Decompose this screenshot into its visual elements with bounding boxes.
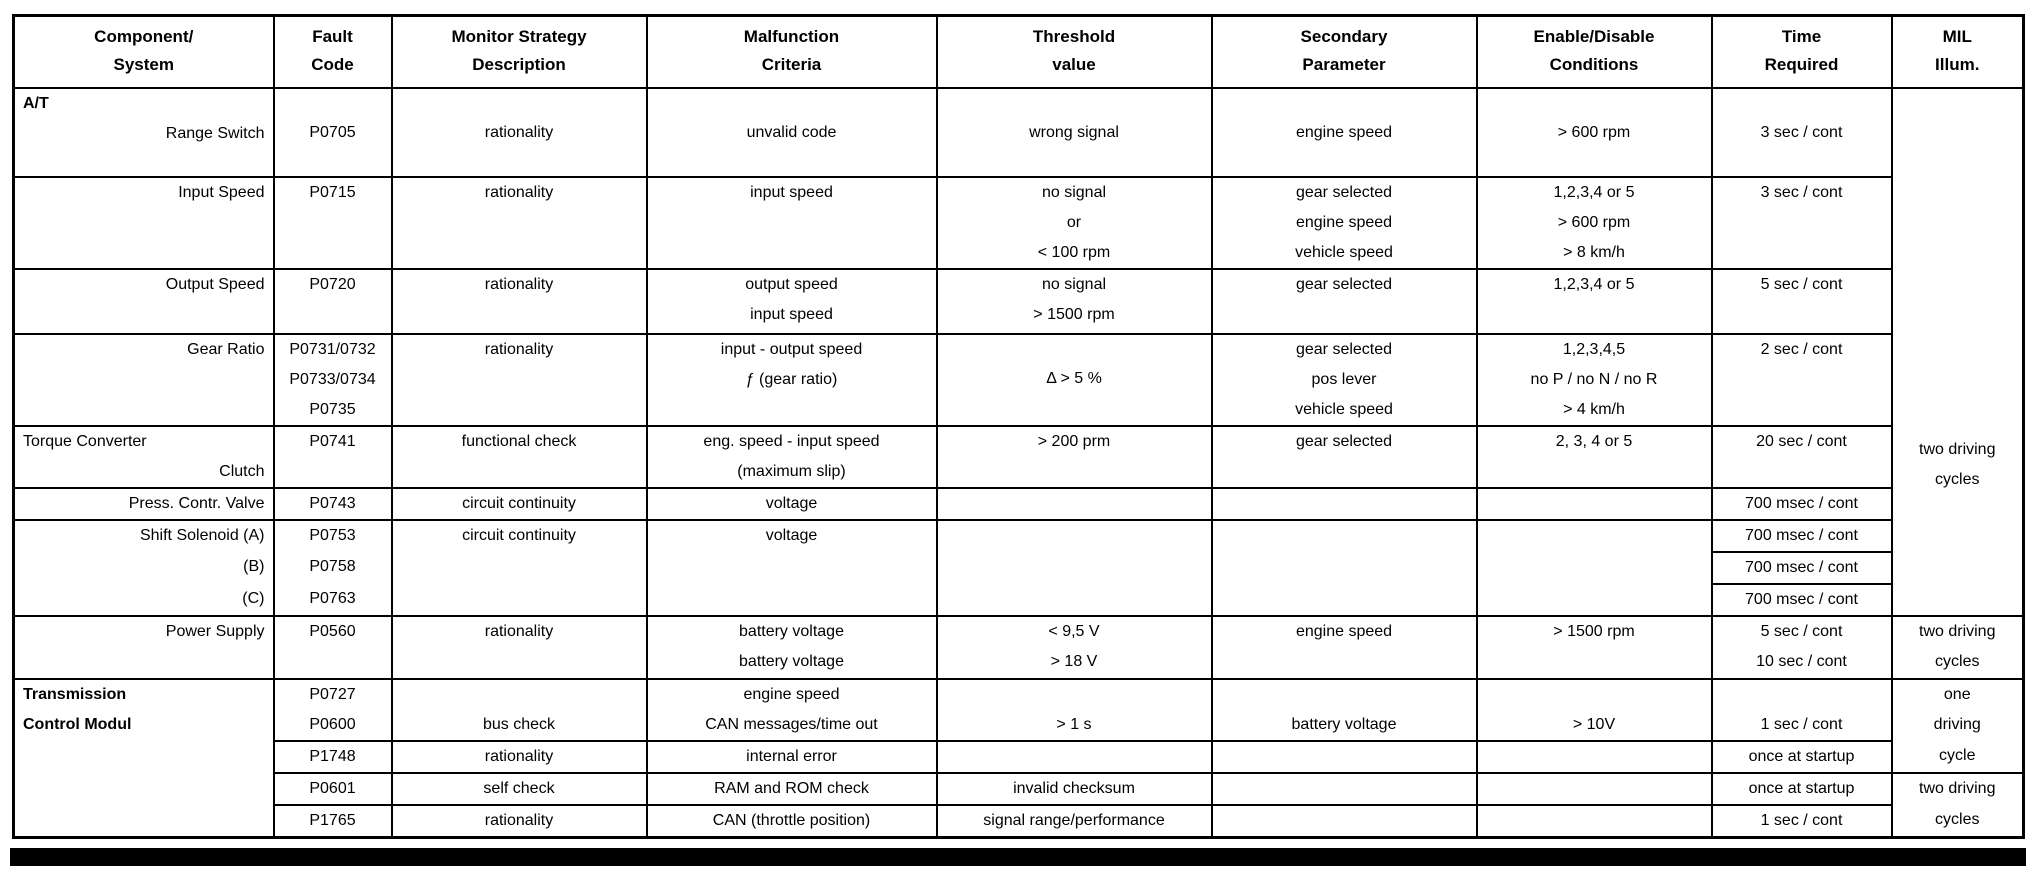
condition-line: > 4 km/h <box>1563 400 1625 418</box>
row-tcm-5 <box>14 805 2024 838</box>
row-power-supply <box>14 616 2024 679</box>
cell-criteria <box>647 269 937 334</box>
header-enable-disable <box>1477 16 1712 88</box>
cell-component <box>14 552 274 584</box>
cell-fault-code: P0715 <box>274 177 392 269</box>
header-line: value <box>1052 55 1096 74</box>
component-name: Control Modul <box>23 715 132 733</box>
mil-line: cycles <box>1935 652 1980 670</box>
cell-time: 3 sec / cont <box>1712 88 1892 177</box>
component-name: (C) <box>242 589 265 607</box>
secondary-line: pos lever <box>1311 370 1377 388</box>
cell-component <box>14 679 274 838</box>
condition-line: > 600 rpm <box>1557 213 1631 231</box>
cell-time <box>1712 679 1892 710</box>
cell-monitor: rationality <box>392 269 647 334</box>
component-name: Press. Contr. Valve <box>128 494 265 512</box>
cell-conditions <box>1477 741 1712 773</box>
cell-component <box>14 177 274 269</box>
row-torque-converter <box>14 426 2024 488</box>
component-name: Torque Converter <box>23 432 147 450</box>
cell-monitor <box>392 679 647 710</box>
cell-threshold <box>937 269 1212 334</box>
cell-threshold <box>937 616 1212 679</box>
component-name: Clutch <box>219 462 265 480</box>
criteria-line: (maximum slip) <box>737 462 846 480</box>
cell-threshold: Δ > 5 % <box>937 334 1212 426</box>
cell-criteria: CAN messages/time out <box>647 710 937 741</box>
cell-time: 2 sec / cont <box>1712 334 1892 426</box>
cell-fault-code: P0601 <box>274 773 392 805</box>
header-row <box>14 16 2024 88</box>
fault-code-line: P0735 <box>309 400 356 418</box>
criteria-line: ƒ (gear ratio) <box>745 370 838 388</box>
cell-secondary: engine speed <box>1212 88 1477 177</box>
mil-line: two driving <box>1919 440 1996 458</box>
threshold-line: < 9,5 V <box>1048 622 1100 640</box>
row-tcm-4 <box>14 773 2024 805</box>
condition-line: > 8 km/h <box>1563 243 1625 261</box>
condition-line: no P / no N / no R <box>1530 370 1658 388</box>
cell-time: 5 sec / cont <box>1712 269 1892 334</box>
cell-time: once at startup <box>1712 773 1892 805</box>
cell-secondary <box>1212 741 1477 773</box>
cell-monitor: rationality <box>392 805 647 838</box>
fault-code-table <box>12 14 2025 839</box>
header-secondary-parameter <box>1212 16 1477 88</box>
row-input-speed <box>14 177 2024 269</box>
cell-monitor: rationality <box>392 334 647 426</box>
cell-conditions <box>1477 520 1712 616</box>
header-line: Criteria <box>761 55 822 74</box>
header-component-system <box>14 16 274 88</box>
cell-secondary <box>1212 488 1477 520</box>
row-press-contr-valve <box>14 488 2024 520</box>
header-line: Conditions <box>1549 55 1639 74</box>
header-mil-illum <box>1892 16 2024 88</box>
cell-conditions: > 1500 rpm <box>1477 616 1712 679</box>
cell-criteria: voltage <box>647 520 937 616</box>
cell-conditions: 2, 3, 4 or 5 <box>1477 426 1712 488</box>
cell-monitor: rationality <box>392 88 647 177</box>
cell-time: once at startup <box>1712 741 1892 773</box>
cell-threshold: signal range/performance <box>937 805 1212 838</box>
cell-fault-code: P1765 <box>274 805 392 838</box>
criteria-line: input speed <box>750 305 833 323</box>
cell-mil: driving <box>1892 710 2024 741</box>
header-line: MIL <box>1942 27 1972 46</box>
header-line: Secondary <box>1300 27 1388 46</box>
cell-criteria: voltage <box>647 488 937 520</box>
mil-line: cycles <box>1935 470 1980 488</box>
cell-conditions: > 10V <box>1477 710 1712 741</box>
cell-threshold <box>937 520 1212 616</box>
cell-secondary <box>1212 805 1477 838</box>
cell-mil: one <box>1892 679 2024 710</box>
cell-threshold <box>937 488 1212 520</box>
cell-component <box>14 616 274 679</box>
row-tcm-2 <box>14 710 2024 741</box>
component-name: Range Switch <box>165 124 265 142</box>
component-name: Transmission <box>23 685 127 703</box>
header-monitor-strategy <box>392 16 647 88</box>
cell-time: 3 sec / cont <box>1712 177 1892 269</box>
header-line: Description <box>472 55 566 74</box>
cell-fault-code: P0560 <box>274 616 392 679</box>
criteria-line: battery voltage <box>739 652 844 670</box>
row-shift-solenoid-a <box>14 520 2024 552</box>
header-threshold-value <box>937 16 1212 88</box>
threshold-line: > 18 V <box>1050 652 1098 670</box>
header-line: Malfunction <box>743 27 840 46</box>
condition-line: 1,2,3,4 or 5 <box>1553 183 1635 201</box>
cell-monitor: self check <box>392 773 647 805</box>
cell-threshold <box>937 679 1212 710</box>
cell-criteria: internal error <box>647 741 937 773</box>
cell-conditions: > 600 rpm <box>1477 88 1712 177</box>
cell-threshold: > 200 prm <box>937 426 1212 488</box>
cell-threshold: wrong signal <box>937 88 1212 177</box>
cell-mil <box>1892 88 2024 616</box>
cell-monitor: rationality <box>392 177 647 269</box>
header-time-required <box>1712 16 1892 88</box>
cell-time: 700 msec / cont <box>1712 520 1892 552</box>
header-line: Component/ <box>94 27 194 46</box>
cell-secondary <box>1212 334 1477 426</box>
header-malfunction-criteria <box>647 16 937 88</box>
cell-fault-code: P0741 <box>274 426 392 488</box>
cell-mil: cycles <box>1892 805 2024 838</box>
header-line: Fault <box>312 27 353 46</box>
header-line: Monitor Strategy <box>451 27 587 46</box>
cell-conditions <box>1477 805 1712 838</box>
cell-criteria: RAM and ROM check <box>647 773 937 805</box>
cell-secondary: engine speed <box>1212 616 1477 679</box>
cell-conditions <box>1477 177 1712 269</box>
scan-divider-bar <box>10 848 2026 866</box>
row-range-switch <box>14 88 2024 177</box>
cell-threshold <box>937 177 1212 269</box>
cell-fault-code: P0753 <box>274 520 392 552</box>
cell-criteria: input speed <box>647 177 937 269</box>
cell-fault-code: P0763 <box>274 584 392 616</box>
cell-time: 700 msec / cont <box>1712 488 1892 520</box>
cell-monitor: bus check <box>392 710 647 741</box>
header-line: Threshold <box>1032 27 1116 46</box>
cell-monitor: circuit continuity <box>392 488 647 520</box>
threshold-line: or <box>1066 213 1082 231</box>
threshold-line: no signal <box>1041 275 1107 293</box>
cell-monitor: rationality <box>392 616 647 679</box>
cell-fault-code: P0743 <box>274 488 392 520</box>
time-line: 10 sec / cont <box>1756 652 1847 670</box>
cell-fault-code: P0705 <box>274 88 392 177</box>
cell-time: 1 sec / cont <box>1712 805 1892 838</box>
cell-monitor: circuit continuity <box>392 520 647 616</box>
cell-time: 20 sec / cont <box>1712 426 1892 488</box>
cell-conditions <box>1477 334 1712 426</box>
cell-fault-code: P1748 <box>274 741 392 773</box>
component-name: Output Speed <box>165 275 265 293</box>
header-line: Parameter <box>1302 55 1386 74</box>
cell-fault-code <box>274 334 392 426</box>
cell-mil <box>1892 616 2024 679</box>
section-label-at: A/T <box>23 94 49 112</box>
cell-component <box>14 334 274 426</box>
secondary-line: vehicle speed <box>1295 243 1393 261</box>
component-name: Power Supply <box>165 622 265 640</box>
cell-component <box>14 426 274 488</box>
secondary-line: engine speed <box>1295 213 1393 231</box>
cell-monitor: functional check <box>392 426 647 488</box>
criteria-line: battery voltage <box>739 622 844 640</box>
cell-criteria <box>647 334 937 426</box>
fault-code-line: P0731/0732 <box>289 340 376 358</box>
cell-fault-code: P0727 <box>274 679 392 710</box>
cell-time: 1 sec / cont <box>1712 710 1892 741</box>
cell-component <box>14 584 274 616</box>
secondary-line: vehicle speed <box>1295 400 1393 418</box>
cell-criteria: CAN (throttle position) <box>647 805 937 838</box>
cell-fault-code: P0600 <box>274 710 392 741</box>
cell-threshold: > 1 s <box>937 710 1212 741</box>
criteria-line: eng. speed - input speed <box>703 432 880 450</box>
cell-component <box>14 488 274 520</box>
threshold-line: no signal <box>1041 183 1107 201</box>
row-tcm-1 <box>14 679 2024 710</box>
cell-conditions: 1,2,3,4 or 5 <box>1477 269 1712 334</box>
cell-fault-code: P0720 <box>274 269 392 334</box>
criteria-line: input - output speed <box>720 340 863 358</box>
cell-monitor: rationality <box>392 741 647 773</box>
component-name: Gear Ratio <box>187 340 265 358</box>
cell-mil: two driving <box>1892 773 2024 805</box>
criteria-line: output speed <box>745 275 838 293</box>
cell-mil: cycle <box>1892 741 2024 773</box>
cell-time: 700 msec / cont <box>1712 552 1892 584</box>
threshold-line: > 1500 rpm <box>1033 305 1115 323</box>
cell-criteria <box>647 426 937 488</box>
cell-component <box>14 520 274 552</box>
row-gear-ratio <box>14 334 2024 426</box>
row-tcm-3 <box>14 741 2024 773</box>
cell-secondary: gear selected <box>1212 269 1477 334</box>
cell-fault-code: P0758 <box>274 552 392 584</box>
header-line: Illum. <box>1935 55 1980 74</box>
cell-criteria <box>647 616 937 679</box>
header-line: Enable/Disable <box>1533 27 1655 46</box>
header-line: Code <box>311 55 354 74</box>
cell-secondary: battery voltage <box>1212 710 1477 741</box>
cell-threshold: invalid checksum <box>937 773 1212 805</box>
cell-secondary <box>1212 679 1477 710</box>
header-line: System <box>113 55 174 74</box>
cell-secondary <box>1212 520 1477 616</box>
cell-conditions <box>1477 488 1712 520</box>
fault-code-line: P0733/0734 <box>289 370 376 388</box>
cell-component <box>14 269 274 334</box>
condition-line: 1,2,3,4,5 <box>1562 340 1626 358</box>
cell-criteria: engine speed <box>647 679 937 710</box>
header-fault-code <box>274 16 392 88</box>
threshold-line: < 100 rpm <box>1037 243 1111 261</box>
component-name: (B) <box>243 557 265 575</box>
cell-criteria: unvalid code <box>647 88 937 177</box>
secondary-line: gear selected <box>1295 340 1393 358</box>
cell-secondary <box>1212 177 1477 269</box>
cell-conditions <box>1477 773 1712 805</box>
cell-time <box>1712 616 1892 679</box>
cell-conditions <box>1477 679 1712 710</box>
row-output-speed <box>14 269 2024 334</box>
cell-threshold <box>937 741 1212 773</box>
header-line: Time <box>1781 27 1822 46</box>
time-line: 5 sec / cont <box>1760 622 1843 640</box>
cell-component <box>14 88 274 177</box>
cell-time: 700 msec / cont <box>1712 584 1892 616</box>
cell-secondary: gear selected <box>1212 426 1477 488</box>
mil-line: two driving <box>1919 622 1996 640</box>
cell-secondary <box>1212 773 1477 805</box>
component-name: Input Speed <box>178 183 265 201</box>
header-line: Required <box>1764 55 1839 74</box>
component-name: Shift Solenoid (A) <box>139 526 265 544</box>
secondary-line: gear selected <box>1295 183 1393 201</box>
